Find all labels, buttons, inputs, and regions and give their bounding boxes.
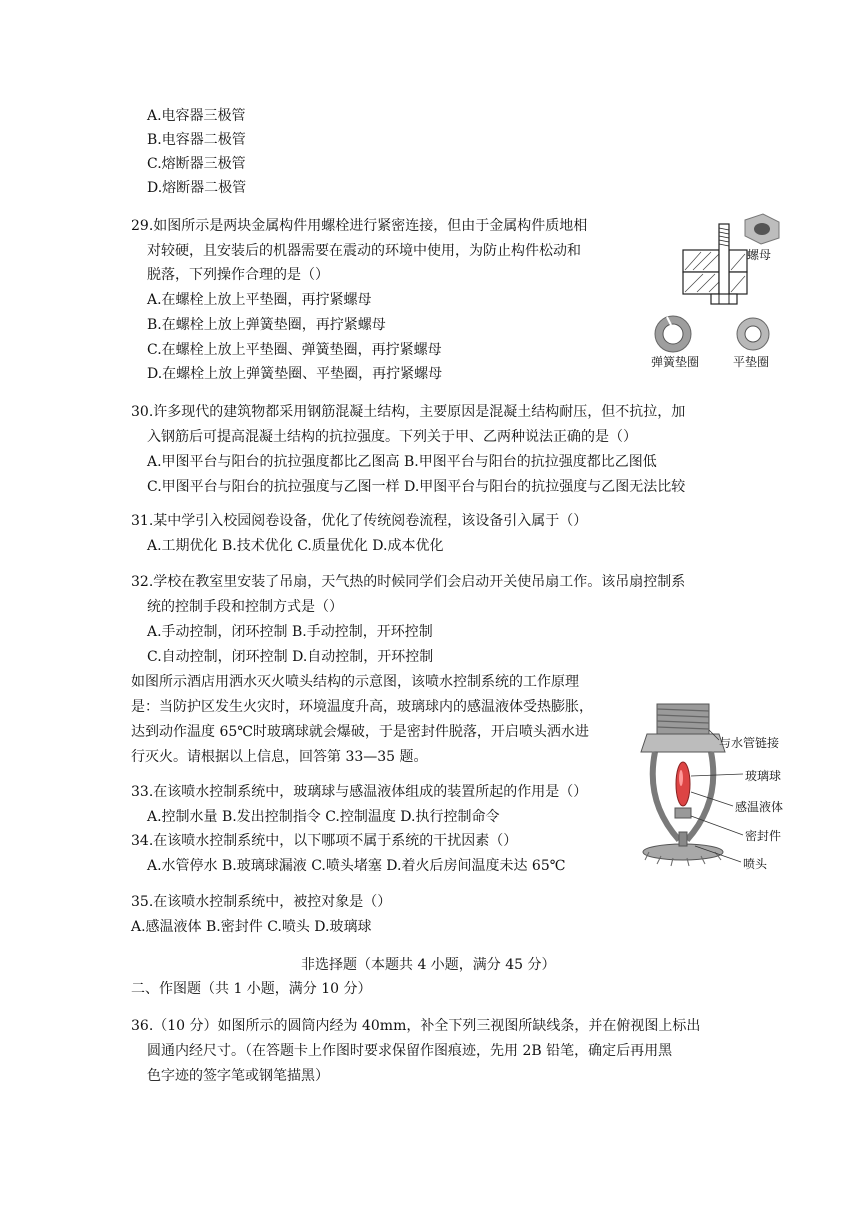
q29-option-a: A.在螺栓上放上平垫圈，再拧紧螺母 bbox=[147, 292, 372, 308]
q28-option-a: A.电容器三极管 bbox=[147, 108, 246, 124]
q28-option-d: D.熔断器二极管 bbox=[147, 180, 247, 196]
pipe-connection-label: 与水管链接 bbox=[719, 736, 780, 750]
q36-line3: 色字迹的签字笔或钢笔描黑） bbox=[147, 1068, 329, 1084]
q30-options-ab: A.甲图平台与阳台的抗拉强度都比乙图高 B.甲图平台与阳台的抗拉强度都比乙图低 bbox=[147, 454, 657, 470]
q36-line1: 36.（10 分）如图所示的圆筒内经为 40mm，补全下列三视图所缺线条，并在俯视图上标出 bbox=[131, 1018, 701, 1034]
bolt-washer-figure bbox=[645, 210, 785, 370]
section-two-title: 二、作图题（共 1 小题，满分 10 分） bbox=[131, 981, 372, 997]
q31-options: A.工期优化 B.技术优化 C.质量优化 D.成本优化 bbox=[147, 538, 444, 554]
q29-stem-line2: 对较硬，且安装后的机器需要在震动的环境中使用，为防止构件松动和 bbox=[147, 243, 581, 259]
q30-stem-line1: 30.许多现代的建筑物都采用钢筋混凝土结构，主要原因是混凝土结构耐压，但不抗拉，加 bbox=[131, 404, 686, 420]
q33-options: A.控制水量 B.发出控制指令 C.控制温度 D.执行控制命令 bbox=[147, 809, 500, 825]
sprinkler-head-icon bbox=[635, 692, 820, 882]
q29-stem-line3: 脱落，下列操作合理的是（） bbox=[147, 267, 329, 283]
q36-line2: 圆通内经尺寸。（在答题卡上作图时要求保留作图痕迹，先用 2B 铅笔，确定后再用黑 bbox=[147, 1043, 673, 1059]
q35-options: A.感温液体 B.密封件 C.喷头 D.玻璃球 bbox=[131, 919, 372, 935]
q28-option-c: C.熔断器三极管 bbox=[147, 156, 246, 172]
q29-option-c: C.在螺栓上放上平垫圈、弹簧垫圈，再拧紧螺母 bbox=[147, 342, 442, 358]
sensing-liquid-label: 感温液体 bbox=[735, 800, 784, 814]
q32-options-cd: C.自动控制，闭环控制 D.自动控制，开环控制 bbox=[147, 649, 434, 665]
bolt-assembly-icon bbox=[645, 210, 785, 370]
q31-stem: 31.某中学引入校园阅卷设备，优化了传统阅卷流程，该设备引入属于（） bbox=[131, 513, 588, 529]
q35-stem: 35.在该喷水控制系统中，被控对象是（） bbox=[131, 894, 392, 910]
q29-option-d: D.在螺栓上放上弹簧垫圈、平垫圈，再拧紧螺母 bbox=[147, 366, 443, 382]
q29-stem-line1: 29.如图所示是两块金属构件用螺栓进行紧密连接，但由于金属构件质地相 bbox=[131, 218, 588, 234]
q30-options-cd: C.甲图平台与阳台的抗拉强度与乙图一样 D.甲图平台与阳台的抗拉强度与乙图无法比较 bbox=[147, 479, 686, 495]
sprinkler-intro-line3: 达到动作温度 65℃时玻璃球就会爆破，于是密封件脱落，开启喷头洒水进 bbox=[131, 724, 589, 740]
q29-option-b: B.在螺栓上放上弹簧垫圈，再拧紧螺母 bbox=[147, 317, 386, 333]
sprinkler-figure bbox=[635, 692, 820, 882]
sprinkler-intro-line2: 是：当防护区发生火灾时，环境温度升高，玻璃球内的感温液体受热膨胀， bbox=[131, 699, 593, 715]
sprinkler-head-label: 喷头 bbox=[743, 857, 768, 871]
q34-stem: 34.在该喷水控制系统中，以下哪项不属于系统的干扰因素（） bbox=[131, 833, 518, 849]
q33-stem: 33.在该喷水控制系统中，玻璃球与感温液体组成的装置所起的作用是（） bbox=[131, 784, 588, 800]
nut-label: 螺母 bbox=[747, 248, 772, 262]
sprinkler-intro-line1: 如图所示酒店用洒水灭火喷头结构的示意图，该喷水控制系统的工作原理 bbox=[131, 674, 579, 690]
sprinkler-intro-line4: 行灭火。请根据以上信息，回答第 33—35 题。 bbox=[131, 749, 428, 765]
q32-stem-line1: 32.学校在教室里安装了吊扇，天气热的时候同学们会启动开关使吊扇工作。该吊扇控制系 bbox=[131, 574, 686, 590]
q28-option-b: B.电容器二极管 bbox=[147, 132, 246, 148]
q30-stem-line2: 入钢筋后可提高混凝土结构的抗拉强度。下列关于甲、乙两种说法正确的是（） bbox=[147, 429, 637, 445]
q32-stem-line2: 统的控制手段和控制方式是（） bbox=[147, 599, 343, 615]
flat-washer-label: 平垫圈 bbox=[733, 355, 770, 369]
glass-bulb-label: 玻璃球 bbox=[745, 769, 782, 783]
q32-options-ab: A.手动控制，闭环控制 B.手动控制，开环控制 bbox=[147, 624, 433, 640]
spring-washer-label: 弹簧垫圈 bbox=[651, 355, 700, 369]
seal-label: 密封件 bbox=[745, 829, 782, 843]
nonchoice-section-title: 非选择题（本题共 4 小题，满分 45 分） bbox=[301, 957, 556, 973]
q34-options: A.水管停水 B.玻璃球漏液 C.喷头堵塞 D.着火后房间温度未达 65℃ bbox=[147, 858, 566, 874]
